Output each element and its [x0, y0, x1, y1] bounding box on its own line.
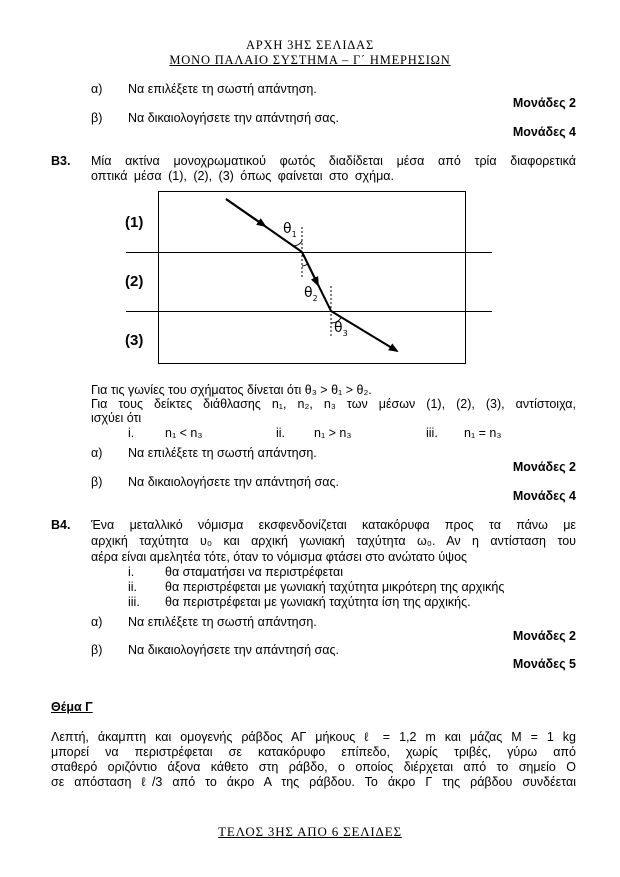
- page-footer: ΤΕΛΟΣ 3ΗΣ ΑΠΟ 6 ΣΕΛΙΔΕΣ: [218, 824, 402, 839]
- b3-a-text: Να επιλέξετε τη σωστή απάντηση.: [128, 446, 317, 460]
- b3-option-iii-text: n₁ = n₃: [464, 426, 502, 440]
- b4-option-iii-num: iii.: [128, 595, 140, 609]
- b3-b-label: β): [91, 475, 103, 489]
- b3-option-iii-num: iii.: [426, 426, 438, 440]
- top-b-marks: Μονάδες 4: [512, 125, 576, 139]
- b3-b-text: Να δικαιολογήσετε την απάντησή σας.: [128, 475, 339, 489]
- section-title-theme-g: Θέμα Γ: [51, 700, 93, 714]
- b4-option-i-num: i.: [128, 565, 135, 579]
- question-b3-line1: Μία ακτίνα μονοχρωματικού φωτός διαδίδεται μέσα από τρία διαφορετικά: [91, 154, 576, 168]
- page-header-subtitle: ΜΟΝΟ ΠΑΛΑΙΟ ΣΥΣΤΗΜΑ – Γ΄ ΗΜΕΡΗΣΙΩΝ: [169, 53, 451, 67]
- question-b4-line2: αρχική ταχύτητα υ₀ και αρχική γωνιακή ταχύτητα ω₀. Αν η αντίσταση του: [91, 534, 576, 548]
- question-b3-line2: οπτικά μέσα (1), (2), (3) όπως φαίνεται στο σχήμα.: [91, 169, 394, 183]
- b4-b-text: Να δικαιολογήσετε την απάντησή σας.: [128, 643, 339, 657]
- theme-g-line4: σε απόσταση ℓ/3 από το άκρο Α της ράβδου. Το άκρο Γ της ράβδου συνδέεται: [51, 775, 576, 789]
- top-b-text: Να δικαιολογήσετε την απάντησή σας.: [128, 111, 339, 125]
- figure-box: [159, 192, 466, 364]
- b3-a-label: α): [91, 446, 103, 460]
- medium-3-label: (3): [125, 332, 144, 349]
- b3-option-ii-text: n₁ > n₃: [314, 426, 352, 440]
- b4-option-iii-text: θα περιστρέφεται με γωνιακή ταχύτητα ίση της αρχικής.: [165, 595, 471, 609]
- b4-a-text: Να επιλέξετε τη σωστή απάντηση.: [128, 615, 317, 629]
- b4-option-ii-text: θα περιστρέφεται με γωνιακή ταχύτητα μικρότερη της αρχικής: [165, 580, 505, 594]
- question-b3-indices-line1: Για τους δείκτες διάθλασης n₁, n₂, n₃ των μέσων (1), (2), (3), αντίστοιχα,: [91, 397, 576, 411]
- question-b3-number: Β3.: [51, 154, 71, 168]
- b4-option-ii-num: ii.: [128, 580, 138, 594]
- refraction-figure: [90, 185, 510, 375]
- ray-arrow-2: [302, 252, 318, 285]
- theme-g-line1: Λεπτή, άκαμπτη και ομογενής ράβδος ΑΓ μήκους ℓ = 1,2 m και μάζας Μ = 1 kg: [51, 730, 576, 744]
- medium-1-label: (1): [125, 214, 144, 231]
- b3-option-i-num: i.: [128, 426, 135, 440]
- b3-a-marks: Μονάδες 2: [512, 460, 576, 474]
- theme-g-line3: σταθερό οριζόντιο άξονα κάθετο στη ράβδο, ο οποίος διέρχεται από το σημείο Ο: [51, 760, 576, 774]
- b3-option-ii-num: ii.: [276, 426, 286, 440]
- theta-2-label: $\theta_2$: [304, 285, 318, 303]
- theta-1-label: $\theta_1$: [283, 221, 297, 239]
- b4-a-label: α): [91, 615, 103, 629]
- b3-b-marks: Μονάδες 4: [512, 489, 576, 503]
- b4-a-marks: Μονάδες 2: [512, 629, 576, 643]
- theme-g-line2: μπορεί να περιστρέφεται σε κατακόρυφο επίπεδο, χωρίς τριβές, γύρω από: [51, 745, 576, 759]
- theta-3-label: $\theta_3$: [334, 320, 348, 338]
- top-b-label: β): [91, 111, 103, 125]
- question-b3-indices-line2: ισχύει ότι: [91, 411, 142, 425]
- b4-b-label: β): [91, 643, 103, 657]
- top-a-marks: Μονάδες 2: [512, 96, 576, 110]
- angle-arc-2: [302, 264, 308, 266]
- medium-2-label: (2): [125, 273, 144, 290]
- b3-option-i-text: n₁ < n₃: [165, 426, 203, 440]
- question-b3-angles: Για τις γωνίες του σχήματος δίνεται ότι θ₃ > θ₁ > θ₂.: [91, 383, 372, 397]
- top-a-label: α): [91, 82, 103, 96]
- question-b4-number: Β4.: [51, 518, 71, 532]
- question-b4-line1: Ένα μεταλλικό νόμισμα εκσφενδονίζεται κατακόρυφα προς τα πάνω με: [91, 518, 576, 532]
- top-a-text: Να επιλέξετε τη σωστή απάντηση.: [128, 82, 317, 96]
- b4-b-marks: Μονάδες 5: [512, 657, 576, 671]
- page-header-title: ΑΡΧΗ 3ΗΣ ΣΕΛΙΔΑΣ: [245, 38, 375, 52]
- ray-arrow-1: [226, 199, 265, 226]
- angle-arc-1: [293, 241, 302, 246]
- question-b4-line3: αέρα είναι αμελητέα τότε, όταν το νόμισμα φτάσει στο ανώτατο ύψος: [91, 550, 468, 564]
- b4-option-i-text: θα σταματήσει να περιστρέφεται: [165, 565, 344, 579]
